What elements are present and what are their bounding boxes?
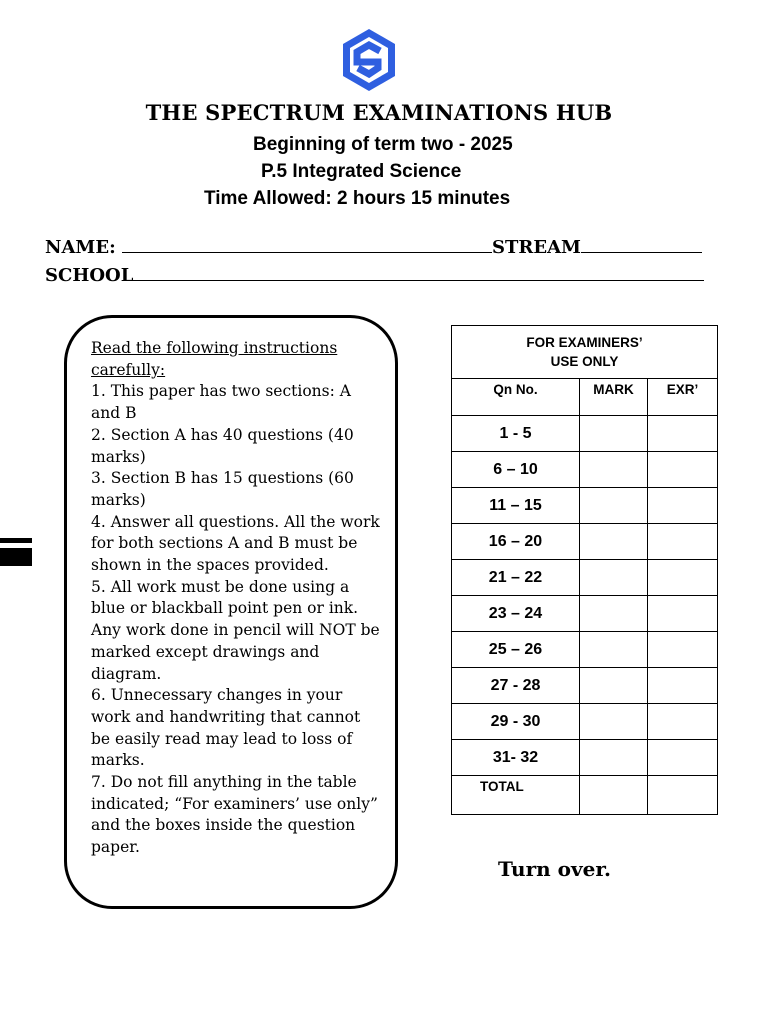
table-row	[452, 488, 718, 524]
table-row	[452, 560, 718, 596]
instruction-item: 4. Answer all questions. All the work for both sections A and B must be shown in the spaces provided.	[91, 512, 380, 575]
examiners-table	[451, 325, 718, 815]
total-row	[452, 776, 718, 815]
table-row	[452, 416, 718, 452]
examiners-title-line1: FOR EXAMINERS’	[526, 335, 643, 350]
qn-range: 21 – 22	[452, 560, 580, 596]
school-input-line[interactable]	[133, 264, 704, 281]
school-field-row	[45, 264, 704, 286]
mark-cell[interactable]	[580, 632, 648, 668]
exam-hub-title: THE SPECTRUM EXAMINATIONS HUB	[145, 100, 613, 125]
mark-cell[interactable]	[580, 416, 648, 452]
mark-cell[interactable]	[580, 704, 648, 740]
turn-over-label: Turn over.	[498, 857, 611, 881]
exr-cell[interactable]	[648, 668, 718, 704]
stream-label: STREAM	[492, 237, 581, 258]
mark-cell[interactable]	[580, 452, 648, 488]
qn-range: 1 - 5	[452, 416, 580, 452]
table-row	[452, 452, 718, 488]
exr-cell[interactable]	[648, 488, 718, 524]
qn-range: 25 – 26	[452, 632, 580, 668]
examiners-title-line2: USE ONLY	[550, 354, 619, 369]
mark-cell[interactable]	[580, 488, 648, 524]
mark-cell[interactable]	[580, 560, 648, 596]
margin-mark	[0, 538, 32, 543]
school-label: SCHOOL	[45, 265, 134, 286]
stream-input-line[interactable]	[581, 236, 702, 253]
instructions-text	[91, 338, 381, 859]
total-mark-cell[interactable]	[580, 776, 648, 815]
mark-cell[interactable]	[580, 740, 648, 776]
name-input-line[interactable]	[122, 236, 492, 253]
column-header-qn: Qn No.	[452, 379, 580, 416]
exr-cell[interactable]	[648, 560, 718, 596]
exr-cell[interactable]	[648, 452, 718, 488]
column-header-exr: EXR’	[648, 379, 718, 416]
table-row	[452, 740, 718, 776]
qn-range: 23 – 24	[452, 596, 580, 632]
total-exr-cell[interactable]	[648, 776, 718, 815]
name-label: NAME:	[45, 237, 116, 258]
spectrum-logo-icon	[340, 27, 398, 93]
exr-cell[interactable]	[648, 740, 718, 776]
table-row	[452, 668, 718, 704]
exr-cell[interactable]	[648, 632, 718, 668]
table-row	[452, 524, 718, 560]
name-field-row	[45, 236, 702, 258]
margin-mark	[0, 548, 32, 566]
instructions-heading: Read the following instructions carefully:	[91, 339, 338, 379]
exr-cell[interactable]	[648, 596, 718, 632]
mark-cell[interactable]	[580, 524, 648, 560]
total-label: TOTAL	[452, 776, 580, 815]
table-row	[452, 596, 718, 632]
qn-range: 27 - 28	[452, 668, 580, 704]
instruction-item: 6. Unnecessary changes in your work and handwriting that cannot be easily read may lead to loss of marks.	[91, 686, 361, 770]
qn-range: 31- 32	[452, 740, 580, 776]
qn-range: 6 – 10	[452, 452, 580, 488]
table-row	[452, 704, 718, 740]
mark-cell[interactable]	[580, 668, 648, 704]
term-label: Beginning of term two - 2025	[253, 134, 513, 155]
instruction-item: 5. All work must be done using a blue or blackball point pen or ink. Any work done in pencil will NOT be marked except drawings and diagram.	[91, 577, 380, 683]
qn-range: 16 – 20	[452, 524, 580, 560]
time-allowed-label: Time Allowed: 2 hours 15 minutes	[204, 188, 511, 209]
instruction-item: 7. Do not fill anything in the table indicated; “For examiners’ use only” and the boxes inside the question paper.	[91, 773, 378, 857]
column-header-mark: MARK	[580, 379, 648, 416]
instruction-item: 2. Section A has 40 questions (40 marks)	[91, 425, 354, 466]
exr-cell[interactable]	[648, 704, 718, 740]
exr-cell[interactable]	[648, 416, 718, 452]
qn-range: 29 - 30	[452, 704, 580, 740]
mark-cell[interactable]	[580, 596, 648, 632]
instruction-item: 1. This paper has two sections: A and B	[91, 382, 351, 423]
qn-range: 11 – 15	[452, 488, 580, 524]
instruction-item: 3. Section B has 15 questions (60 marks)	[91, 469, 354, 509]
subject-label: P.5 Integrated Science	[261, 161, 462, 182]
table-row	[452, 632, 718, 668]
exr-cell[interactable]	[648, 524, 718, 560]
examiners-table-title	[452, 326, 718, 379]
